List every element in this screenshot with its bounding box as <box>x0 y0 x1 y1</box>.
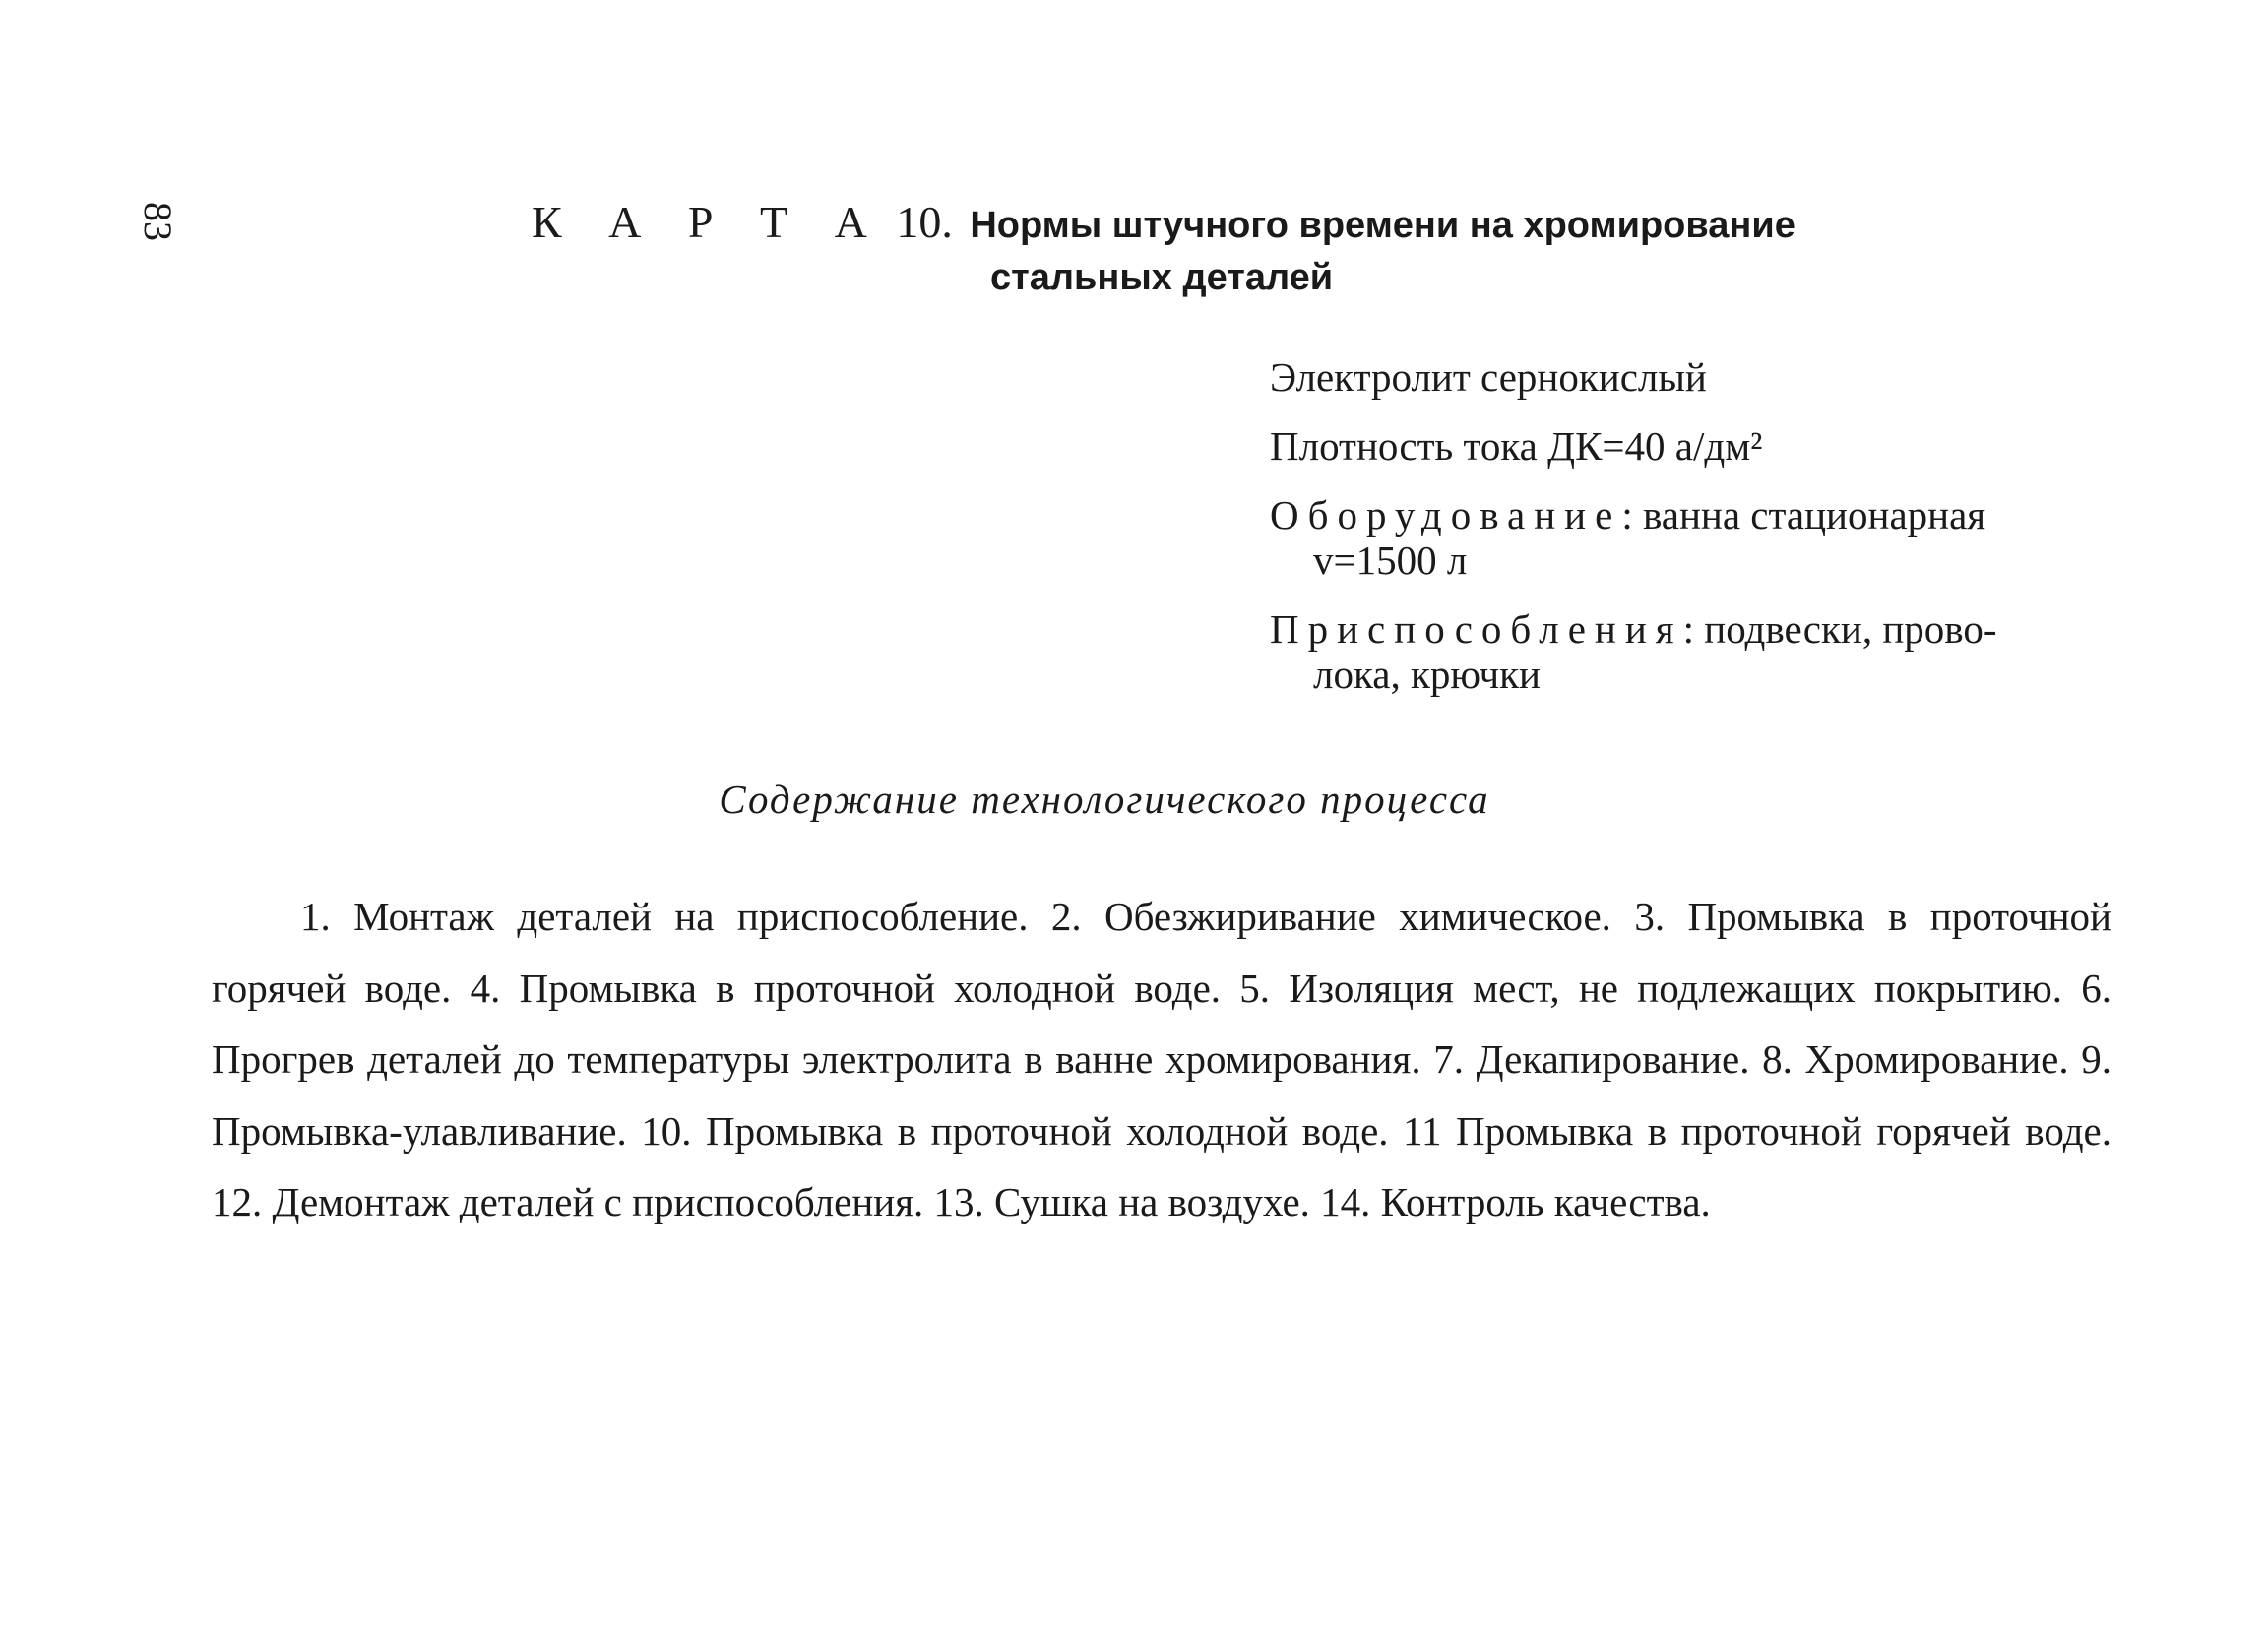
spec-fixtures-label: Приспособления <box>1270 606 1683 652</box>
card-title-line1 <box>532 195 1831 253</box>
spec-fixtures-cont: лока, крючки <box>1313 652 1541 697</box>
spec-current-density: Плотность тока ДК=40 а/дм² <box>1270 423 1763 469</box>
card-title <box>532 195 1831 302</box>
page-number: 83 <box>136 202 180 241</box>
card-label: К А Р Т А <box>532 197 885 247</box>
spec-equipment-cont: v=1500 л <box>1313 537 1468 583</box>
spec-fixtures-value: : подвески, прово- <box>1682 606 1997 652</box>
spec-fixtures <box>1270 606 2116 697</box>
spec-equipment <box>1270 492 2116 583</box>
process-specs <box>1270 354 2116 720</box>
spec-equipment-label: Оборудование <box>1270 492 1622 537</box>
spec-equipment-value: : ванна стационарная <box>1621 492 1986 537</box>
card-title-line2: стальных деталей <box>990 257 1334 298</box>
spec-electrolyte: Электролит сернокислый <box>1270 354 1707 400</box>
card-title-text: Нормы штучного времени на хромирование <box>970 205 1796 246</box>
card-number: 10. <box>896 197 953 247</box>
process-description: 1. Монтаж деталей на приспособление. 2. Обезжиривание химическое. 3. Промывка в проточной горячей воде. 4. Промывка в проточной холодной воде. 5. Изоляция мест, не подлежащих покрытию. 6. Прогрев деталей до температуры электролита в ванне хромирования. 7. Декапирование. 8. Хромирование. 9. Промывка-улавливание. 10. Промывка в проточной холодной воде. 11 Промывка в проточной горячей воде. 12. Демонтаж деталей с приспособления. 13. Сушка на воздухе. 14. Контроль качества. <box>212 894 2111 1224</box>
section-heading: Содержание технологического процесса <box>719 777 1490 822</box>
